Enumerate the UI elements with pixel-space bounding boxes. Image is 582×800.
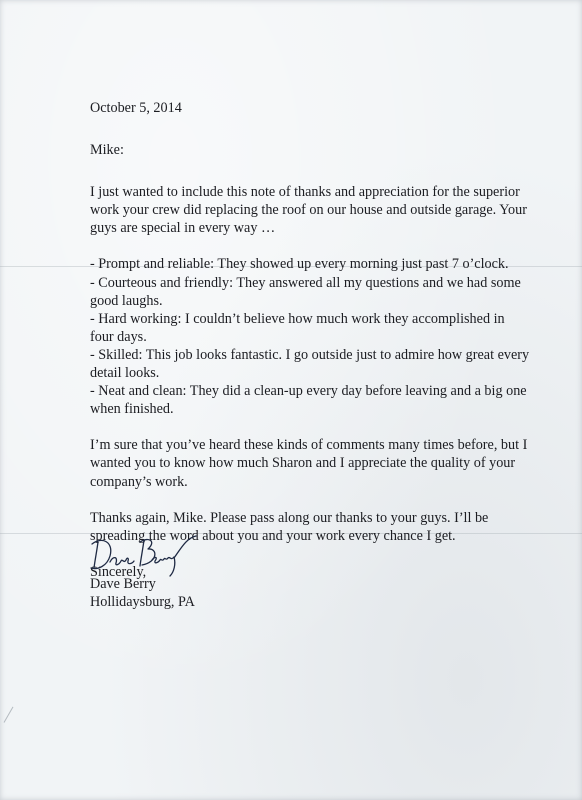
praise-item: - Skilled: This job looks fantastic. I go outside just to admire how great every detail looks.	[90, 346, 530, 382]
letter-closing: Sincerely,	[90, 563, 147, 580]
signer-location: Hollidaysburg, PA	[90, 594, 195, 611]
intro-paragraph: I just wanted to include this note of thanks and appreciation for the superior work your crew did replacing the roof on our house and outside garage. Your guys are special in every way …	[90, 184, 527, 237]
corner-crease	[4, 707, 14, 723]
letter-date: October 5, 2014	[90, 100, 182, 116]
closing-paragraph: Thanks again, Mike. Please pass along our thanks to your guys. I’ll be spreading the word about you and your work every chance I get.	[90, 509, 489, 544]
praise-item: - Prompt and reliable: They showed up every morning just past 7 o’clock.	[90, 256, 509, 273]
letter-body	[90, 99, 530, 581]
signer-name: Dave Berry	[90, 576, 156, 592]
praise-item: - Neat and clean: They did a clean-up every day before leaving and a big one when finished.	[90, 383, 527, 418]
praise-list	[90, 255, 530, 418]
signer-block	[90, 575, 195, 611]
praise-item: - Courteous and friendly: They answered all my questions and we had some good laughs.	[90, 274, 521, 309]
letter-salutation: Mike:	[90, 142, 124, 159]
handwritten-signature	[88, 528, 208, 578]
body-paragraph: I’m sure that you’ve heard these kinds of comments many times before, but I wanted you to know how much Sharon and I appreciate the quality of your company’s work.	[90, 437, 528, 490]
praise-item: - Hard working: I couldn’t believe how much work they accomplished in four days.	[90, 310, 505, 345]
